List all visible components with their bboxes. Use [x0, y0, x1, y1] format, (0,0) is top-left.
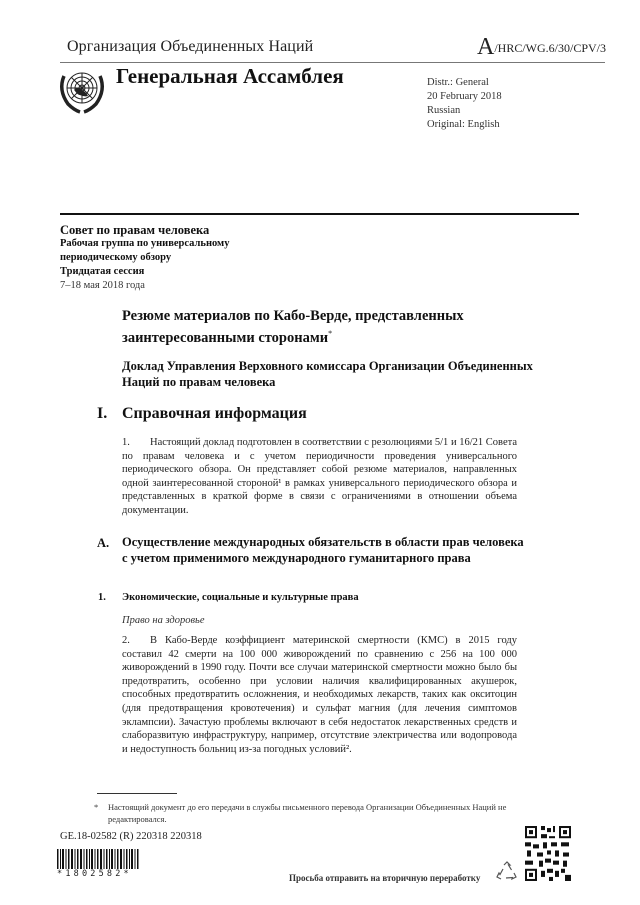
symbol-prefix: A: [476, 34, 495, 60]
title-text: Резюме материалов по Кабо-Верде, представленных заинтересованными сторонами: [122, 308, 464, 346]
title-footnote-marker[interactable]: *: [328, 329, 333, 338]
footnote: [94, 801, 508, 825]
document-symbol: [477, 34, 606, 61]
session-dates: 7–18 мая 2018 года: [60, 280, 145, 291]
section-1-heading: Справочная информация: [122, 405, 307, 422]
subsection-1-heading: Экономические, социальные и культурные права: [122, 592, 359, 603]
distribution-line: Distr.: General: [427, 77, 489, 88]
section-a-number: A.: [97, 536, 110, 550]
original-language-line: Original: English: [427, 119, 500, 130]
organization-name: Организация Объединенных Наций: [67, 38, 314, 55]
recycle-icon: [496, 861, 518, 883]
footnote-text: Настоящий документ до его передачи в службы письменного перевода Организации Объединенных Наций не редактировался.: [108, 802, 507, 824]
working-group-line1: Рабочая группа по универсальному: [60, 238, 230, 249]
paragraph-2-number: 2.: [122, 635, 130, 646]
document-subtitle: Доклад Управления Верховного комиссара Организации Объединенных Наций по правам человека: [122, 359, 533, 389]
date-line: 20 February 2018: [427, 91, 502, 102]
symbol-rest: /HRC/WG.6/30/CPV/3: [494, 41, 606, 55]
barcode-icon: [57, 849, 139, 869]
header-divider: [60, 62, 605, 63]
paragraph-2: [122, 634, 517, 756]
footnote-divider: [97, 793, 177, 794]
session-name: Тридцатая сессия: [60, 266, 145, 277]
barcode-text: *1802582*: [57, 869, 132, 879]
un-emblem-icon: [56, 66, 108, 116]
working-group-line2: периодическому обзору: [60, 252, 172, 263]
paragraph-1-text: Настоящий доклад подготовлен в соответствии с резолюциями 5/1 и 16/21 Совета по правам человека и с учетом периодичности проведения универсального периодического обзора. Он представляет собой резюме материалов, направленных одной заинтересованной стороной¹ в рамках универсального периодического обзора и представленных в краткой форме в связи с ограничениями в отношении объема документации.: [122, 437, 517, 516]
council-name: Совет по правам человека: [60, 223, 210, 237]
paragraph-1: [122, 436, 517, 518]
section-a-heading: Осуществление международных обязательств в области прав человека с учетом применимого международного гуманитарного права: [122, 535, 524, 565]
paragraph-1-number: 1.: [122, 437, 130, 448]
council-block: [60, 223, 229, 293]
topic-heading: Право на здоровье: [122, 615, 205, 626]
qr-code-icon: [525, 826, 571, 881]
body-name: Генеральная Ассамблея: [116, 64, 344, 88]
job-number: GE.18-02582 (R) 220318 220318: [60, 831, 202, 842]
footnote-marker: *: [94, 802, 99, 812]
paragraph-2-text: В Кабо-Верде коэффициент материнской смертности (КМС) в 2015 году составил 42 смерти на 100 000 живорождений по сравнению с 256 на 100 000 живорождений в 1990 году. Почти все случаи материнской смертности можно было бы предотвратить, особенно при условии наличия квалифицированных акушерок, способных предотвратить осложнения, и необходимых лекарств, таких как окситоцин (для предотвращения кровотечения) и сульфат магния (для лечения симптомов эклампсии). Зачастую проблемы включают в себя недостаток лекарственных средств и слаборазвитую инфраструктуру, например, отсутствие электричества или водопровода и недоступность больниц из-за погодных условий².: [122, 635, 517, 755]
subsection-1-number: 1.: [98, 592, 106, 603]
section-divider: [60, 213, 579, 215]
section-1-number: I.: [97, 405, 108, 422]
distribution-block: [427, 76, 502, 132]
recycle-text: Просьба отправить на вторичную переработку: [289, 873, 481, 883]
language-line: Russian: [427, 105, 461, 116]
document-title: [122, 307, 542, 347]
